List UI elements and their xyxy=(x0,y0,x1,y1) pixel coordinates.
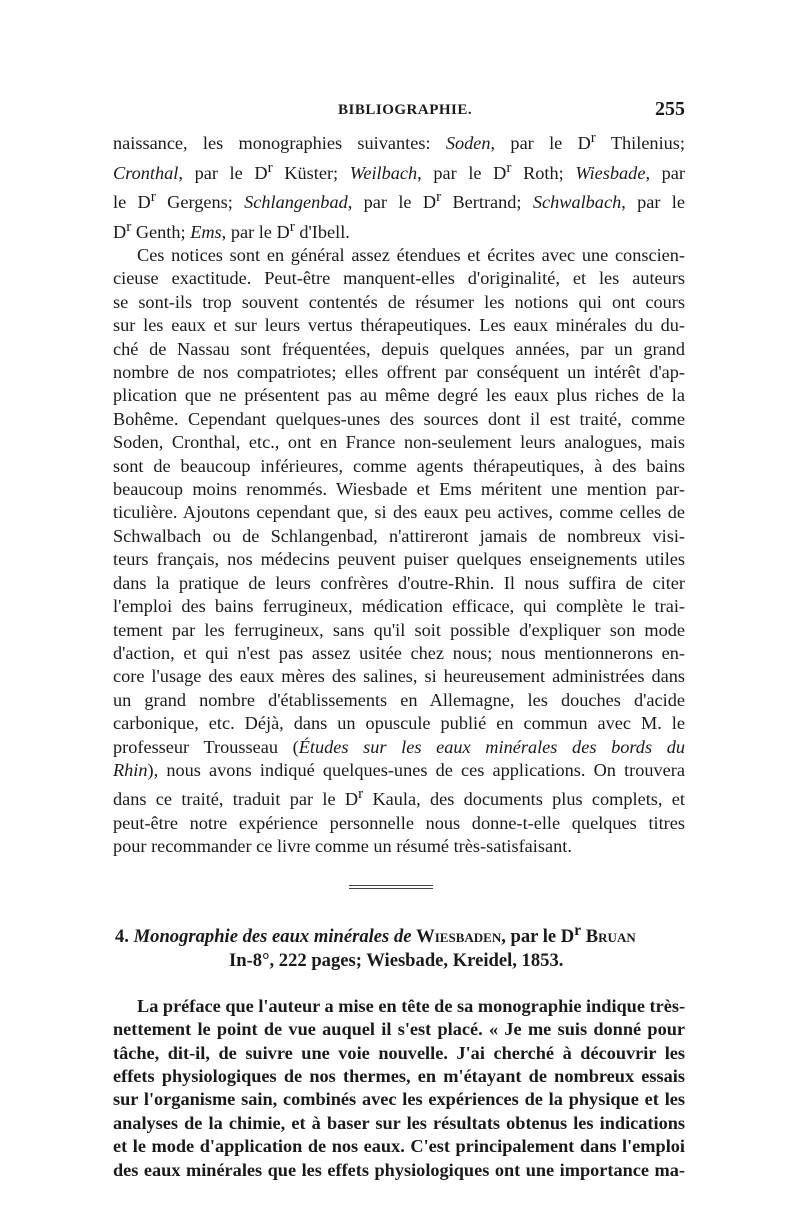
text-line: La préface que l'auteur a mise en tête de sa monographie indique très- xyxy=(137,995,686,1016)
text-line: ticulière. Ajoutons cependant que, si des eaux peu actives, comme celles de xyxy=(113,502,685,523)
text-line: $D^r$ Genth; Ems, par le $D^r$ d'Ibell. xyxy=(113,217,350,242)
text-line: nombre de nos compatriotes; elles offrent par conséquent un intérêt d'ap- xyxy=(113,362,685,383)
text-line: sont de beaucoup inférieures, comme agents thérapeutiques, à des bains xyxy=(113,455,685,476)
text-line: dans la pratique de leurs confrères d'outre-Rhin. Il nous suffira de citer xyxy=(113,572,685,593)
text-line: professeur Trousseau (Études sur les eaux minérales des bords du xyxy=(113,736,686,757)
text-line: et le mode d'application de nos eaux. C'est principalement dans l'emploi xyxy=(113,1136,685,1157)
entry-number: 4. xyxy=(115,925,129,947)
text-line: analyses de la chimie, et à baser sur les résultats obtenus les indications xyxy=(113,1112,685,1133)
text-line: teurs français, nos médecins peuvent puiser quelques enseignements utiles xyxy=(113,549,685,570)
paragraph-monographs xyxy=(113,126,685,244)
text-line: Soden, Cronthal, etc., ont en France non-seulement leurs analogues, mais xyxy=(113,432,685,453)
text-line: naissance, les monographies suivantes: Soden, par le $D^r$ Thilenius; xyxy=(113,129,685,154)
text-line: un grand nombre d'établissements en Allemagne, les douches d'acide xyxy=(113,689,685,710)
running-title: BIBLIOGRAPHIE. xyxy=(338,102,473,118)
text-line: dans ce traité, traduit par le $D^r$ Kaula, des documents plus complets, et xyxy=(113,785,685,810)
page-number: 255 xyxy=(655,98,685,120)
text-line: effets physiologiques de nos thermes, en m'étayant de nombreux essais xyxy=(113,1066,685,1087)
text-line: Bohême. Cependant quelques-unes des sources dont il est traité, comme xyxy=(113,408,685,429)
text-line: se sont-ils trop souvent contentés de résumer les notions qui ont cours xyxy=(113,291,685,312)
text-line: d'action, et qui n'est pas assez usitée chez nous; nous mentionnerons en- xyxy=(113,642,685,663)
paragraph-preface xyxy=(113,995,685,1182)
text-line: Schwalbach ou de Schlangenbad, n'attireront jamais de nombreux visi- xyxy=(113,525,685,546)
text-line: cieuse exactitude. Peut-être manquent-elles d'originalité, et les auteurs xyxy=(113,268,685,289)
text-line: Cronthal, par le $D^r$ Küster; Weilbach, par le $D^r$ Roth; Wiesbade, par xyxy=(113,158,686,183)
entry-author: Bruan xyxy=(585,925,636,947)
text-line: peut-être notre expérience personnelle nous donne-t-elle quelques titres xyxy=(113,812,685,833)
text-line: tement par les ferrugineux, sans qu'il soit possible d'expliquer son mode xyxy=(113,619,685,640)
text-line: sur l'organisme sain, combinés avec les expériences de la physique et les xyxy=(113,1089,685,1110)
text-line: nettement le point de vue auquel il s'est placé. « Je me suis donné pour xyxy=(113,1019,685,1040)
section-divider xyxy=(349,885,433,889)
text-line: Rhin), nous avons indiqué quelques-unes de ces applications. On trouvera xyxy=(113,759,685,780)
text-line: sur les eaux et sur leurs vertus thérapeutiques. Les eaux minérales du du- xyxy=(113,315,685,336)
entry-title-line: 4. Monographie des eaux minérales de Wiesbaden, par le $D^r$ Bruan xyxy=(115,921,636,947)
text-line: plication que ne présentent pas au même degré les eaux plus riches de la xyxy=(113,385,685,406)
text-line: Ces notices sont en général assez étendues et écrites avec une conscien- xyxy=(137,245,685,265)
text-line: pour recommander ce livre comme un résumé très-satisfaisant. xyxy=(113,836,572,857)
book-page xyxy=(113,96,685,1182)
text-line: carbonique, etc. Déjà, dans un opuscule publié en commun avec M. le xyxy=(113,713,685,734)
entry-title: Monographie des eaux minérales de xyxy=(133,925,412,947)
running-head xyxy=(113,96,685,126)
text-line: ché de Nassau sont fréquentées, depuis quelques années, par un grand xyxy=(113,338,685,359)
entry-publication-details: In-8°, 222 pages; Wiesbade, Kreidel, 1853. xyxy=(229,949,564,971)
text-line: beaucoup moins renommés. Wiesbade et Ems méritent une mention par- xyxy=(113,479,685,500)
bibliography-entry-heading xyxy=(113,919,685,973)
text-line: le $D^r$ Gergens; Schlangenbad, par le $D^r$ Bertrand; Schwalbach, par le xyxy=(113,188,685,213)
text-line: core l'usage des eaux mères des salines, si heureusement administrées dans xyxy=(113,666,685,687)
text-line: tâche, dit-il, de suivre une voie nouvelle. J'ai cherché à découvrir les xyxy=(113,1042,685,1063)
text-line: des eaux minérales que les effets physiologiques ont une importance ma- xyxy=(113,1159,685,1180)
entry-place: Wiesbaden xyxy=(416,925,502,947)
text-line: l'emploi des bains ferrugineux, médication efficace, qui complète le trai- xyxy=(113,596,685,617)
paragraph-review xyxy=(113,244,685,859)
